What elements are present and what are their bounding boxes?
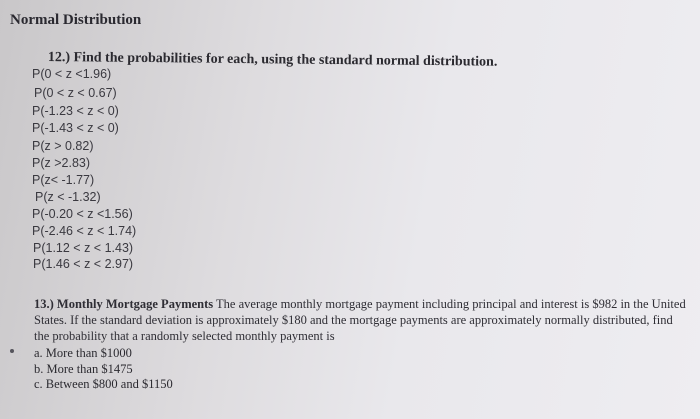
- probability-item: P(0 < z <1.96): [32, 67, 112, 81]
- question-13: [34, 296, 690, 344]
- probability-item: P(z > 0.82): [32, 139, 94, 153]
- question-13-options: [34, 346, 173, 393]
- probability-item: P(-1.43 < z < 0): [32, 121, 119, 135]
- probability-item: P(-0.20 < z <1.56): [32, 207, 133, 221]
- probability-item: P(-1.23 < z < 0): [32, 104, 119, 118]
- question-13-lead: 13.) Monthly Mortgage Payments: [34, 297, 214, 311]
- probability-item: P(0 < z < 0.67): [34, 86, 117, 100]
- probability-item: P(1.12 < z < 1.43): [33, 241, 134, 255]
- option-a: a. More than $1000: [34, 346, 132, 360]
- page-title: Normal Distribution: [10, 12, 142, 28]
- question-13-body: The average monthly mortgage payment including principal and interest is $982 in the United States. If the standard deviation is approximately $180 and the mortgage payments are approximately normally distributed, find the probability that a randomly selected monthly payment is: [34, 297, 686, 343]
- probability-item: P(z >2.83): [32, 156, 91, 170]
- option-b: b. More than $1475: [34, 361, 133, 376]
- option-c: c. Between $800 and $1150: [34, 377, 173, 391]
- bullet-dot: [10, 349, 14, 353]
- probability-item: P(1.46 < z < 2.97): [33, 257, 134, 271]
- probability-item: P(-2.46 < z < 1.74): [32, 224, 137, 238]
- probability-item: P(z < -1.32): [35, 190, 101, 204]
- question-12-heading: 12.) Find the probabilities for each, using the standard normal distribution.: [47, 50, 498, 70]
- probability-item: P(z< -1.77): [32, 173, 95, 187]
